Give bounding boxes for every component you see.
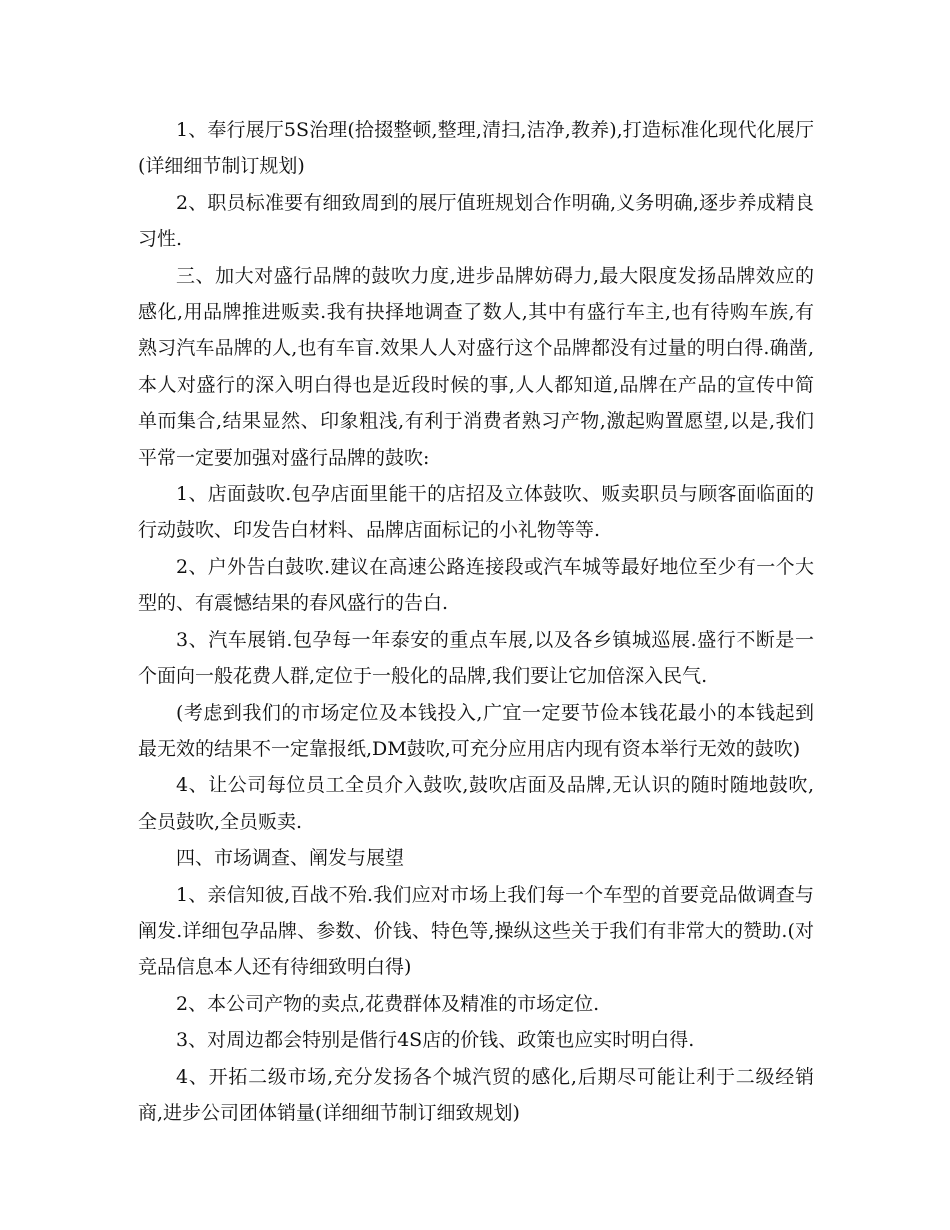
- paragraph-auto-exhibition: 3、汽车展销.包孕每一年泰安的重点车展,以及各乡镇城巡展.盛行不断是一个面向一般花费人群,定位于一般化的品牌,我们要让它加倍深入民气.: [138, 628, 814, 688]
- paragraph-staff-standards: 2、职员标准要有细致周到的展厅值班规划合作明确,义务明确,逐步养成精良习性.: [138, 191, 814, 251]
- paragraph-outdoor-advertising: 2、户外告白鼓吹.建议在高速公路连接段或汽车城等最好地位至少有一个大型的、有震憾结果的春风盛行的告白.: [138, 555, 814, 615]
- paragraph-cost-note: (考虑到我们的市场定位及本钱投入,广宜一定要节俭本钱花最小的本钱起到最无效的结果不一定靠报纸,DM鼓吹,可充分应用店内现有资本举行无效的鼓吹): [138, 701, 814, 760]
- paragraph-surrounding-cities: 3、对周边都会特别是偕行4S店的价钱、政策也应实时明白得.: [176, 1029, 695, 1052]
- paragraph-all-staff-promotion: 4、让公司每位员工全员介入鼓吹,鼓吹店面及品牌,无认识的随时随地鼓吹,全员鼓吹,全员贩卖.: [138, 774, 814, 833]
- section-heading-market-research: 四、市场调查、阐发与展望: [176, 847, 405, 870]
- paragraph-secondary-market: 4、开拓二级市场,充分发扬各个城汽贸的感化,后期尽可能让利于二级经销商,进步公司团体销量(详细细节制订细致规划): [138, 1065, 814, 1124]
- paragraph-competitor-analysis: 1、亲信知彼,百战不殆.我们应对市场上我们每一个车型的首要竞品做调查与阐发.详细包孕品牌、参数、价钱、特色等,操纵这些关于我们有非常大的赞助.(对竞品信息本人还有待细致明白得): [138, 883, 814, 979]
- paragraph-brand-promotion: 三、加大对盛行品牌的鼓吹力度,进步品牌妨碍力,最大限度发扬品牌效应的感化,用品牌推进贩卖.我有抉择地调查了数人,其中有盛行车主,也有待购车族,有熟习汽车品牌的人,也有车盲.效果人人对盛行这个品牌都没有过量的明白得.确凿,本人对盛行的深入明白得也是近段时候的事,人人都知道,品牌在产品的宣传中简单而集合,结果显然、印象粗浅,有利于消费者熟习产物,激起购置愿望,以是,我们平常一定要加强对盛行品牌的鼓吹:: [138, 264, 814, 469]
- document-body: [138, 112, 814, 1131]
- paragraph-selling-points: 2、本公司产物的卖点,花费群体及精准的市场定位.: [176, 992, 600, 1015]
- paragraph-showroom-5s: 1、奉行展厅5S治理(拾掇整顿,整理,清扫,洁净,教养),打造标准化现代化展厅(详细细节制订规划): [138, 119, 814, 178]
- paragraph-store-promotion: 1、店面鼓吹.包孕店面里能干的店招及立体鼓吹、贩卖职员与顾客面临面的行动鼓吹、印发告白材料、品牌店面标记的小礼物等等.: [138, 483, 814, 542]
